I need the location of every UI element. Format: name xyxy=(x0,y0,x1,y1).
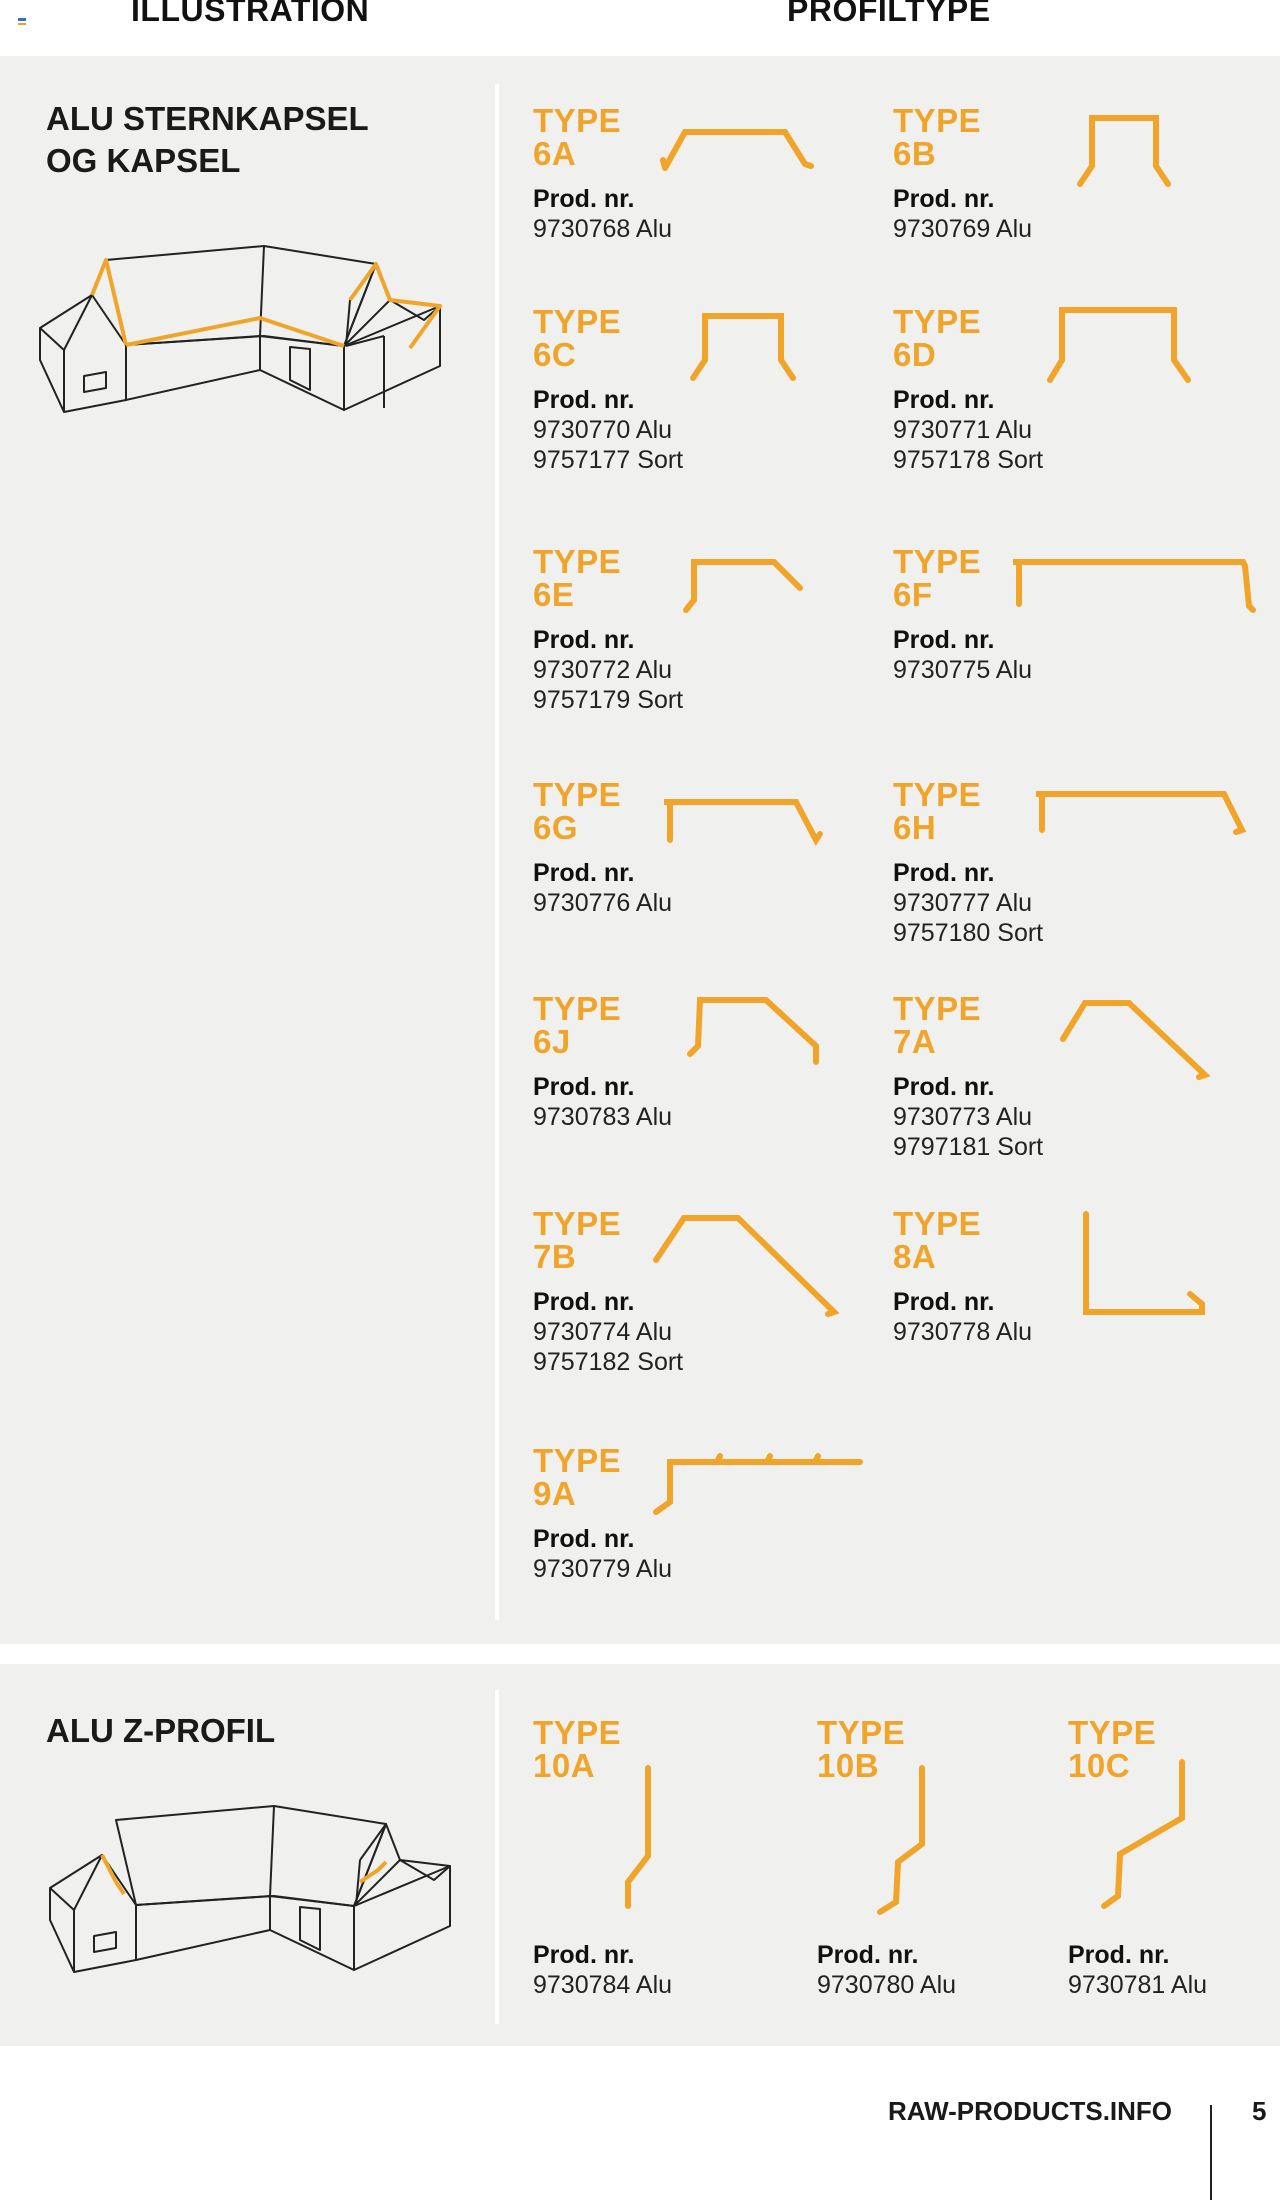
profile-item xyxy=(533,104,672,244)
prod-label: Prod. nr. xyxy=(893,185,995,213)
profile-6b-shape xyxy=(1070,112,1180,192)
type-code: 6H xyxy=(893,809,937,846)
prod-number: 9757177 Sort xyxy=(533,446,684,474)
house-illustration xyxy=(44,1800,464,1980)
prod-label: Prod. nr. xyxy=(1068,1941,1170,1969)
prod-label: Prod. nr. xyxy=(533,1288,635,1316)
type-code: 6A xyxy=(533,135,577,172)
prod-number: 9730777 Alu xyxy=(893,889,1033,917)
section-title xyxy=(46,98,369,182)
type-label: TYPE xyxy=(893,543,982,580)
prod-number: 9730771 Alu xyxy=(893,416,1033,444)
type-label: TYPE xyxy=(533,1205,622,1242)
section-divider xyxy=(495,1690,499,2024)
type-label: TYPE xyxy=(533,543,622,580)
profile-item xyxy=(533,305,683,475)
profile-6a-shape xyxy=(655,120,815,180)
profile-item xyxy=(893,305,1043,475)
prod-label: Prod. nr. xyxy=(893,386,995,414)
prod-label: Prod. nr. xyxy=(893,626,995,654)
profile-item xyxy=(893,1207,1032,1347)
type-label: TYPE xyxy=(893,102,982,139)
prod-number: 9757182 Sort xyxy=(533,1348,684,1376)
prod-number: 9797181 Sort xyxy=(893,1133,1044,1161)
profile-8a-shape xyxy=(1078,1208,1218,1318)
prod-number: 9730775 Alu xyxy=(893,656,1033,684)
profile-6d-shape xyxy=(1040,302,1200,392)
type-label: TYPE xyxy=(893,1205,982,1242)
profile-item xyxy=(533,1716,621,1782)
type-code: 6C xyxy=(533,336,577,373)
profile-prod xyxy=(533,1940,672,2000)
type-code: 6G xyxy=(533,809,579,846)
type-code: 10C xyxy=(1068,1747,1131,1784)
prod-number: 9730768 Alu xyxy=(533,215,673,243)
section-title-line: ALU Z-PROFIL xyxy=(46,1712,276,1749)
type-code: 6J xyxy=(533,1023,571,1060)
prod-number: 9730773 Alu xyxy=(893,1103,1033,1131)
profile-item xyxy=(533,992,672,1132)
prod-label: Prod. nr. xyxy=(893,1073,995,1101)
profile-6j-shape xyxy=(680,992,830,1072)
profile-7a-shape xyxy=(1055,995,1215,1090)
type-label: TYPE xyxy=(533,102,622,139)
profile-9a-shape xyxy=(648,1450,868,1520)
profile-6h-shape xyxy=(1028,784,1248,854)
profile-item xyxy=(533,778,672,918)
prod-number: 9730783 Alu xyxy=(533,1103,673,1131)
profile-6f-shape xyxy=(1005,552,1255,622)
type-label: TYPE xyxy=(533,1714,622,1751)
section-title-line: OG KAPSEL xyxy=(46,142,241,179)
section-divider xyxy=(495,84,499,1620)
type-label: TYPE xyxy=(533,1442,622,1479)
logo-mark xyxy=(18,18,26,21)
prod-label: Prod. nr. xyxy=(533,626,635,654)
footer-site-url: RAW-PRODUCTS.INFO xyxy=(888,2096,1173,2126)
type-label: TYPE xyxy=(533,776,622,813)
column-header-profiletype: PROFILTYPE xyxy=(787,0,991,28)
type-code: 6E xyxy=(533,576,575,613)
type-code: 7B xyxy=(533,1238,577,1275)
profile-prod xyxy=(817,1940,956,2000)
type-code: 7A xyxy=(893,1023,937,1060)
prod-label: Prod. nr. xyxy=(893,859,995,887)
prod-label: Prod. nr. xyxy=(893,1288,995,1316)
footer-divider xyxy=(1210,2105,1212,2200)
prod-number: 9730769 Alu xyxy=(893,215,1033,243)
prod-number: 9730776 Alu xyxy=(533,889,673,917)
type-label: TYPE xyxy=(1068,1714,1157,1751)
prod-label: Prod. nr. xyxy=(533,386,635,414)
profile-10b-shape xyxy=(866,1762,936,1912)
profile-7b-shape xyxy=(648,1212,848,1322)
prod-label: Prod. nr. xyxy=(533,185,635,213)
profile-10c-shape xyxy=(1090,1756,1200,1916)
prod-number: 9757179 Sort xyxy=(533,686,684,714)
prod-label: Prod. nr. xyxy=(533,1941,635,1969)
profile-item xyxy=(893,104,1032,244)
profile-6g-shape xyxy=(658,792,828,862)
house-illustration xyxy=(34,240,454,420)
type-label: TYPE xyxy=(533,303,622,340)
profile-item xyxy=(533,545,683,715)
logo-mark-accent xyxy=(18,23,26,25)
type-code: 10B xyxy=(817,1747,880,1784)
type-label: TYPE xyxy=(893,990,982,1027)
prod-number: 9730781 Alu xyxy=(1068,1971,1208,1999)
type-label: TYPE xyxy=(893,776,982,813)
type-code: 6B xyxy=(893,135,937,172)
type-code: 6D xyxy=(893,336,937,373)
prod-number: 9730779 Alu xyxy=(533,1555,673,1583)
type-code: 9A xyxy=(533,1475,577,1512)
type-code: 8A xyxy=(893,1238,937,1275)
prod-number: 9757178 Sort xyxy=(893,446,1044,474)
column-header-illustration: ILLUSTRATION xyxy=(131,0,370,28)
type-label: TYPE xyxy=(533,990,622,1027)
profile-prod xyxy=(1068,1940,1207,2000)
prod-label: Prod. nr. xyxy=(533,1073,635,1101)
section-title xyxy=(46,1710,275,1752)
profile-10a-shape xyxy=(618,1762,678,1912)
prod-number: 9730784 Alu xyxy=(533,1971,673,1999)
section-title-line: ALU STERNKAPSEL xyxy=(46,100,369,137)
type-code: 6F xyxy=(893,576,933,613)
type-label: TYPE xyxy=(893,303,982,340)
prod-number: 9757180 Sort xyxy=(893,919,1044,947)
prod-label: Prod. nr. xyxy=(533,859,635,887)
prod-number: 9730780 Alu xyxy=(817,1971,957,1999)
prod-number: 9730772 Alu xyxy=(533,656,673,684)
prod-number: 9730778 Alu xyxy=(893,1318,1033,1346)
prod-label: Prod. nr. xyxy=(533,1525,635,1553)
page-number: 5 xyxy=(1252,2096,1267,2126)
profile-item xyxy=(893,778,1043,948)
prod-number: 9730774 Alu xyxy=(533,1318,673,1346)
type-label: TYPE xyxy=(817,1714,906,1751)
profile-6c-shape xyxy=(685,308,805,388)
prod-number: 9730770 Alu xyxy=(533,416,673,444)
prod-label: Prod. nr. xyxy=(817,1941,919,1969)
profile-6e-shape xyxy=(678,552,808,622)
profile-item xyxy=(893,992,1043,1162)
type-code: 10A xyxy=(533,1747,596,1784)
